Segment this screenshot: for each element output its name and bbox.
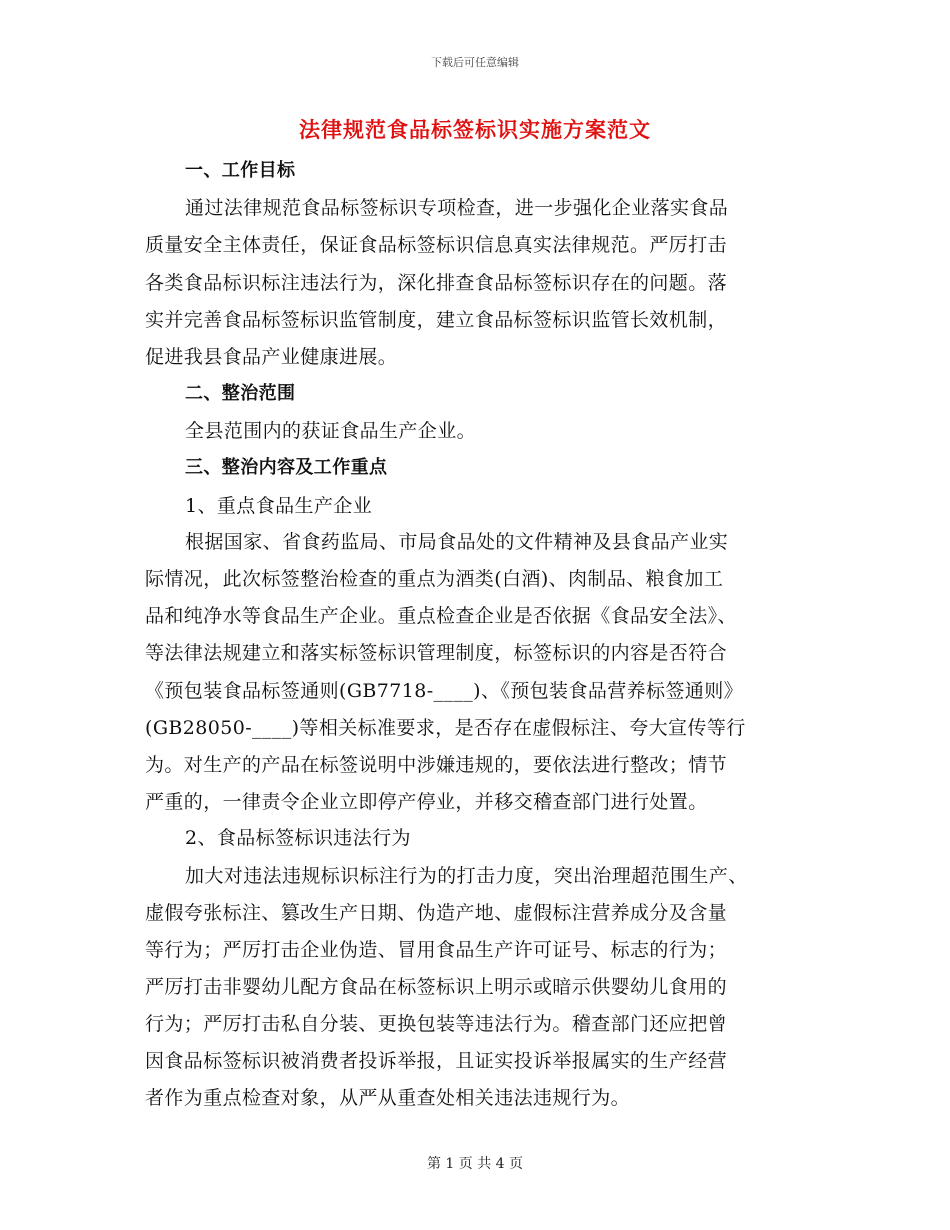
body-line: 行为；严厉打击私自分装、更换包装等违法行为。稽查部门还应把曾 — [145, 1013, 728, 1035]
subheading-key-enterprises: 1、重点食品生产企业 — [185, 495, 373, 517]
document-title: 法律规范食品标签标识实施方案范文 — [299, 117, 651, 142]
body-line: 严厉打击非婴幼儿配方食品在标签标识上明示或暗示供婴幼儿食用的 — [145, 976, 728, 998]
body-line: 际情况，此次标签整治检查的重点为酒类(白酒)、肉制品、粮食加工 — [145, 568, 724, 590]
body-line: 虚假夸张标注、篡改生产日期、伪造产地、虚假标注营养成分及含量 — [145, 902, 728, 924]
body-line: 根据国家、省食药监局、市局食品处的文件精神及县食品产业实 — [185, 531, 729, 553]
body-line: 各类食品标识标注违法行为，深化排查食品标签标识存在的问题。落 — [145, 272, 728, 294]
section-heading-scope: 二、整治范围 — [185, 383, 296, 404]
body-line: 品和纯净水等食品生产企业。重点检查企业是否依据《食品安全法》、 — [145, 605, 737, 627]
body-line: 《预包装食品标签通则(GB7718-____)、《预包装食品营养标签通则》 — [145, 680, 744, 702]
body-line: 等法律法规建立和落实标签标识管理制度，标签标识的内容是否符合 — [145, 642, 728, 664]
body-line: 为。对生产的产品在标签说明中涉嫌违规的，要依法进行整改；情节 — [145, 754, 728, 776]
page-header-note: 下载后可任意编辑 — [431, 56, 519, 69]
subheading-label-violations: 2、食品标签标识违法行为 — [185, 827, 411, 849]
body-line: 全县范围内的获证食品生产企业。 — [185, 420, 477, 442]
page-footer: 第 1 页 共 4 页 — [426, 1156, 524, 1172]
body-line: 加大对违法违规标识标注行为的打击力度，突出治理超范围生产、 — [185, 865, 748, 887]
section-heading-content: 三、整治内容及工作重点 — [185, 457, 388, 478]
body-line: 实并完善食品标签标识监管制度，建立食品标签标识监管长效机制， — [145, 309, 728, 331]
section-heading-work-goal: 一、工作目标 — [185, 160, 296, 181]
body-line: 促进我县食品产业健康进展。 — [145, 346, 398, 368]
body-line: 等行为；严厉打击企业伪造、冒用食品生产许可证号、标志的行为； — [145, 939, 728, 961]
body-line: (GB28050-____)等相关标准要求，是否存在虚假标注、夸大宣传等行 — [145, 717, 746, 739]
body-line: 者作为重点检查对象，从严从重查处相关违法违规行为。 — [145, 1087, 631, 1109]
body-line: 严重的，一律责令企业立即停产停业，并移交稽查部门进行处置。 — [145, 791, 708, 813]
body-line: 因食品标签标识被消费者投诉举报，且证实投诉举报属实的生产经营 — [145, 1050, 728, 1072]
body-line: 通过法律规范食品标签标识专项检查，进一步强化企业落实食品 — [185, 197, 729, 219]
body-line: 质量安全主体责任，保证食品标签标识信息真实法律规范。严厉打击 — [145, 234, 728, 256]
